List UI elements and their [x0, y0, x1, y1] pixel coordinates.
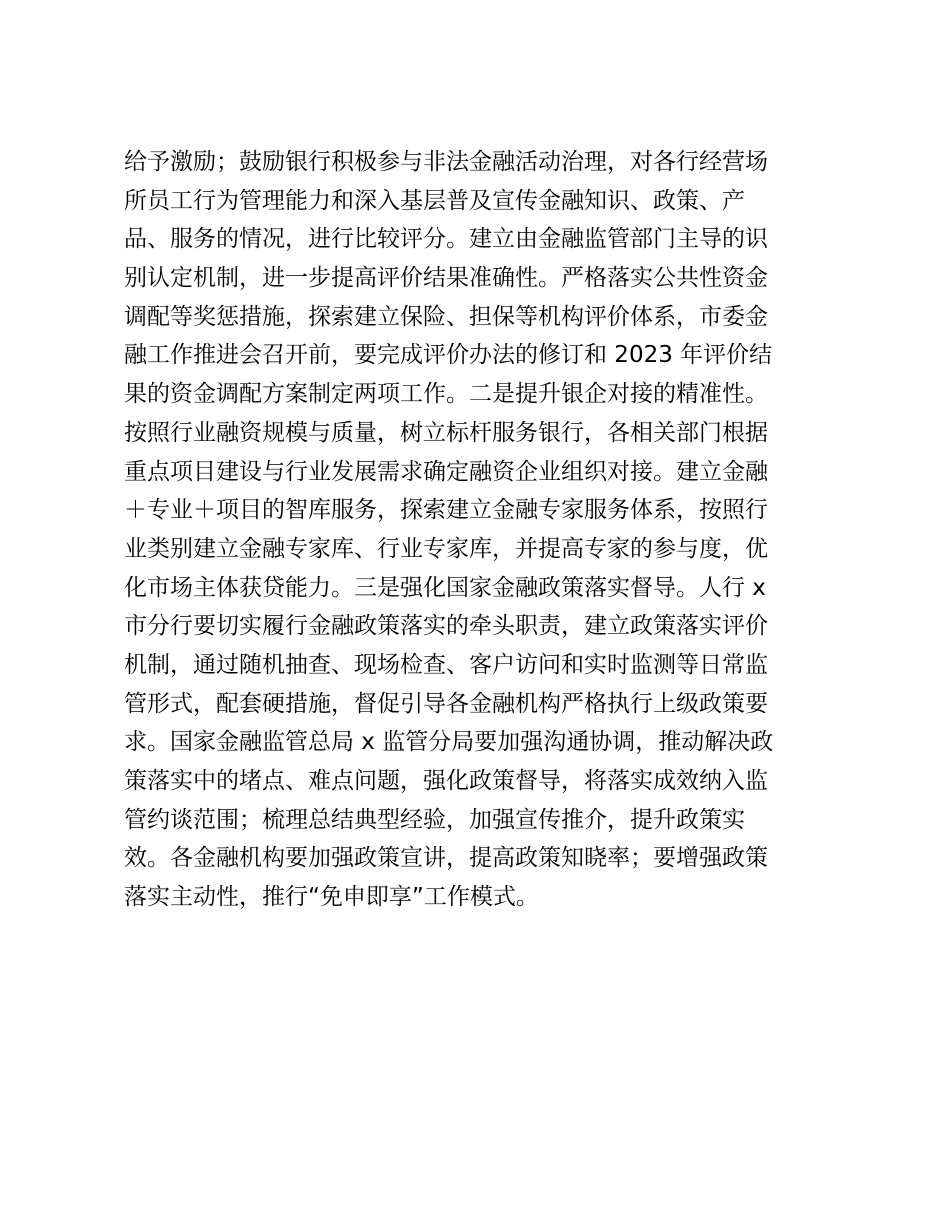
body-paragraph — [124, 143, 824, 917]
text-line-13: 市分行要切实履行金融政策落实的牵头职责，建立政策落实评价 — [124, 613, 768, 640]
text-line-14: 机制，通过随机抽查、现场检查、客户访问和实时监测等日常监 — [124, 651, 768, 678]
text-line-9: 重点项目建设与行业发展需求确定融资企业组织对接。建立金融 — [124, 458, 768, 485]
text-line-11: 业类别建立金融专家库、行业专家库，并提高专家的参与度，优 — [124, 535, 768, 562]
text-line-12: 化市场主体获贷能力。三是强化国家金融政策落实督导。人行 x — [124, 574, 766, 601]
text-line-16: 求。国家金融监管总局 x 监管分局要加强沟通协调，推动解决政 — [124, 729, 774, 756]
text-line-3: 品、服务的情况，进行比较评分。建立由金融监管部门主导的识 — [124, 226, 768, 253]
text-line-6: 融工作推进会召开前，要完成评价办法的修订和 2023 年评价结 — [124, 342, 773, 369]
text-line-1: 给予激励；鼓励银行积极参与非法金融活动治理，对各行经营场 — [124, 149, 768, 175]
text-line-18: 管约谈范围；梳理总结典型经验，加强宣传推介，提升政策实 — [124, 806, 745, 833]
text-line-5: 调配等奖惩措施，探索建立保险、担保等机构评价体系，市委金 — [124, 303, 768, 330]
text-line-15: 管形式，配套硬措施，督促引导各金融机构严格执行上级政策要 — [124, 690, 768, 717]
text-line-20: 落实主动性，推行“免申即享”工作模式。 — [124, 884, 539, 911]
text-line-10: ＋专业＋项目的智库服务，探索建立金融专家服务体系，按照行 — [124, 497, 768, 524]
text-line-7: 果的资金调配方案制定两项工作。二是提升银企对接的精准性。 — [124, 381, 768, 408]
text-line-8: 按照行业融资规模与质量，树立标杆服务银行，各相关部门根据 — [124, 419, 768, 446]
text-line-17: 策落实中的堵点、难点问题，强化政策督导，将落实成效纳入监 — [124, 768, 768, 794]
text-line-2: 所员工行为管理能力和深入基层普及宣传金融知识、政策、产 — [124, 187, 745, 214]
text-line-19: 效。各金融机构要加强政策宣讲，提高政策知晓率；要增强政策 — [124, 845, 768, 872]
text-line-4: 别认定机制，进一步提高评价结果准确性。严格落实公共性资金 — [124, 265, 768, 292]
